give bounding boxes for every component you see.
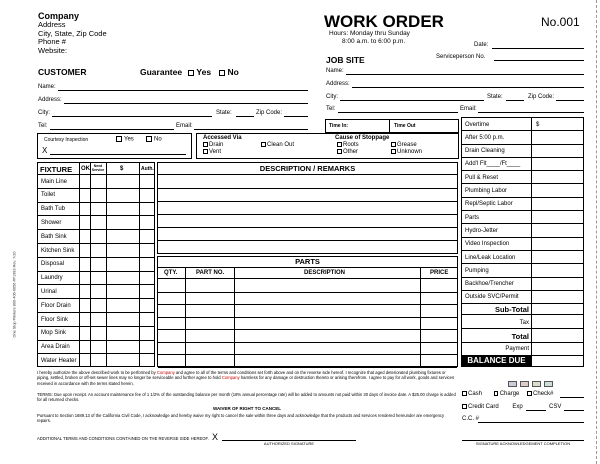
work-order-number: No.001 (541, 15, 580, 29)
jobsite-name-field[interactable] (346, 74, 584, 75)
description-line[interactable] (158, 201, 457, 202)
accessed-title: Accessed Via (203, 135, 242, 141)
jobsite-address-label: Address: (326, 81, 350, 87)
charge-row-label: Video Inspection (465, 241, 510, 248)
company-website: Website: (38, 45, 68, 55)
fixture-row-label: Laundry (41, 275, 63, 282)
payment-row-2 (462, 404, 523, 411)
time-box (325, 119, 459, 133)
check-number-field[interactable] (560, 397, 584, 398)
cash-label: Cash (468, 391, 483, 397)
jobsite-tel-field[interactable] (338, 112, 458, 113)
fixture-row-label: Bath Tub (41, 206, 66, 213)
parts-price-header: PRICE (430, 270, 449, 276)
page-title: WORK ORDER (324, 12, 444, 31)
customer-zip-field[interactable] (284, 116, 308, 117)
guarantee-no-label: No (227, 67, 239, 77)
customer-zip-label: Zip Code: (256, 110, 283, 116)
mastercard-icon (520, 381, 529, 387)
parts-line[interactable] (158, 304, 457, 305)
fixture-row-label: Urinal (41, 288, 57, 295)
balance-due-label: BALANCE DUE (462, 355, 531, 367)
access-vent-checkbox[interactable] (203, 149, 208, 154)
card-logos (508, 374, 556, 392)
customer-address-label: Address: (38, 97, 62, 103)
amex-icon (544, 381, 553, 387)
terms-due: TERMS: Due upon receipt. An account maintenance fee of 1 1/2% of the outstanding balance per month (18% annual percentage rate) will be added to amounts not paid within 30 days of invoice date. A $25.00 charge is added for all returned checks. (37, 392, 456, 403)
parts-line[interactable] (158, 317, 457, 318)
cc-number-label: C.C. # (462, 416, 480, 422)
auth-header: Auth. (141, 166, 154, 172)
fixture-row-label: Mop Sink (41, 330, 67, 337)
jobsite-address-field[interactable] (352, 87, 584, 88)
serviceperson-field[interactable] (494, 60, 584, 61)
acknowledgement-signature-line[interactable] (462, 440, 584, 446)
total-label: Total (511, 332, 529, 341)
customer-tel-label: Tel: (38, 123, 48, 129)
description-box (157, 162, 458, 254)
description-line[interactable] (158, 214, 457, 215)
fixture-row[interactable] (38, 189, 154, 203)
access-stoppage-box (196, 133, 459, 159)
visa-icon (508, 381, 517, 387)
csv-field[interactable] (564, 410, 584, 411)
charge-row-label: After 5:00 p.m. (465, 134, 505, 141)
customer-city-field[interactable] (52, 116, 212, 117)
terms-paragraph (37, 370, 457, 386)
exp-label: Exp (512, 404, 523, 410)
access-vent-label: Vent (209, 149, 222, 155)
credit-card-label: Credit Card (468, 404, 499, 410)
hours-line1: Hours: Monday thru Sunday (329, 30, 410, 37)
cash-checkbox[interactable] (462, 391, 467, 396)
stoppage-roots-label: Roots (343, 142, 359, 148)
jobsite-email-label: Email: (460, 106, 477, 112)
company-block (38, 11, 107, 55)
waiver-text: Pursuant to Section 1689.13 of the California Civil Code, I acknowledge and hereby waive my right to cancel the sale within three days and acknowledge that the products and services rendered hereunder are emergency repairs. (37, 413, 445, 424)
stoppage-unknown-checkbox[interactable] (391, 149, 396, 154)
acknowledgement-label: SIGNATURE ACKNOWLEDGEMENT COMPLETION (475, 441, 571, 446)
waiver-title: WAIVER OF RIGHT TO CANCEL (213, 406, 281, 411)
customer-state-field[interactable] (236, 116, 254, 117)
perforation-edge (596, 0, 597, 464)
charge-row-label: Line/Leak Location (465, 254, 516, 261)
parts-partno-header: PART NO. (196, 270, 225, 276)
access-cleanout-label: Clean Out (267, 142, 295, 148)
subtotal-label: Sub-Total (494, 305, 529, 314)
parts-line[interactable] (158, 329, 457, 330)
fixture-row-label: Toilet (41, 192, 56, 199)
serviceperson-label: Serviceperson No. (436, 54, 486, 60)
parts-qty-header: QTY. (164, 270, 178, 276)
charges-dollar: $ (536, 122, 540, 128)
check-label: Check# (533, 391, 554, 397)
description-line[interactable] (158, 188, 457, 189)
terms-company-2: Company (221, 375, 240, 381)
fixture-table (37, 162, 155, 367)
fixture-row-label: Kitchen Sink (41, 247, 75, 254)
terms-company-1: Company (156, 370, 175, 375)
courtesy-yes (116, 136, 134, 144)
charge-row-label: Overtime (465, 121, 490, 128)
description-line[interactable] (158, 253, 457, 254)
fixture-row-label: Floor Drain (41, 302, 71, 309)
jobsite-tel-label: Tel: (326, 106, 336, 112)
authorized-signature-line[interactable] (222, 440, 356, 446)
exp-field[interactable] (526, 410, 546, 411)
courtesy-no (146, 136, 162, 144)
signature-x: X (212, 432, 219, 442)
parts-box (157, 256, 458, 367)
jobsite-zip-field[interactable] (556, 100, 584, 101)
guarantee-yes-label: Yes (196, 67, 212, 77)
credit-card-checkbox[interactable] (462, 404, 467, 409)
courtesy-no-checkbox[interactable] (146, 136, 152, 142)
charge-row-label: Add'l Flt____/Ft____ (465, 161, 521, 168)
courtesy-no-label: No (154, 136, 162, 143)
side-printer-text: One Stop Printers 800-406-0656 #P1993 Rev. 7/20 (12, 251, 17, 338)
company-city: City, State, Zip Code (38, 28, 107, 38)
charge-checkbox[interactable] (494, 391, 499, 396)
guarantee-label (140, 67, 239, 77)
customer-tel-field[interactable] (50, 129, 174, 130)
jobsite-name-label: Name: (326, 68, 344, 74)
charge-label: Charge (499, 391, 520, 397)
fixture-row-label: Shower (41, 219, 62, 226)
parts-line[interactable] (158, 342, 457, 343)
fixture-row-label: Bath Sink (41, 233, 67, 240)
charge-row-label: Repl/Septic Labor (465, 201, 513, 208)
description-title: DESCRIPTION / REMARKS (158, 163, 457, 175)
charge-row-label: Drain Cleaning (465, 148, 505, 155)
jobsite-zip-label: Zip Code: (528, 94, 555, 100)
payment-label: Payment (505, 346, 529, 352)
access-drain-checkbox[interactable] (203, 142, 208, 147)
stoppage-other-label: Other (343, 149, 359, 155)
company-name: Company (38, 11, 80, 21)
courtesy-x: X (42, 146, 48, 155)
courtesy-yes-checkbox[interactable] (116, 136, 122, 142)
time-out-label: Time Out (394, 123, 416, 129)
description-line[interactable] (158, 240, 457, 241)
stoppage-grease-label: Grease (397, 142, 417, 148)
jobsite-state-label: State: (487, 94, 503, 100)
courtesy-yes-label: Yes (124, 136, 134, 143)
parts-description-header: DESCRIPTION (304, 270, 346, 276)
parts-title: PARTS (158, 257, 457, 268)
charge-row-label: Outside SVC/Permit (465, 294, 519, 301)
jobsite-city-label: City: (326, 94, 338, 100)
stoppage-roots-checkbox[interactable] (337, 142, 342, 147)
terms-text-c: harmless for any damage or destruction thereto or arising therefrom. I agree to pay for all work, goods and services received in accordance with the terms stated herein. (37, 375, 455, 386)
cc-number-field[interactable] (478, 422, 584, 423)
stoppage-grease-checkbox[interactable] (391, 142, 396, 147)
time-in-label: Time In: (329, 123, 349, 129)
description-line[interactable] (158, 227, 457, 228)
additional-terms: ADDITIONAL TERMS AND CONDITIONS CONTAINED ON THE REVERSE SIDE HEREOF. (37, 436, 209, 441)
charge-row-label: Pull & Reset (465, 174, 499, 181)
authorized-signature-label: AUTHORIZED SIGNATURE (263, 441, 315, 446)
date-field[interactable] (492, 48, 584, 49)
fixture-header: FIXTURE (40, 165, 73, 174)
parts-line[interactable] (158, 354, 457, 355)
customer-city-label: City: (38, 110, 50, 116)
date-label: Date: (474, 42, 489, 48)
jobsite-city-field[interactable] (340, 100, 484, 101)
charge-row-label: Pumping (465, 267, 489, 274)
charge-row-label: Plumbing Labor (465, 188, 508, 194)
jobsite-email-field[interactable] (478, 112, 584, 113)
jobsite-state-field[interactable] (506, 100, 524, 101)
fixture-row-label: Area Drain (41, 344, 70, 351)
customer-name-field[interactable] (58, 90, 308, 91)
fixture-row-label: Water Heater (41, 357, 77, 364)
csv-label: CSV (549, 404, 562, 410)
need-service-header: Need Service (91, 164, 105, 172)
charges-box (461, 117, 584, 367)
fixture-row-label: Main Line (41, 178, 68, 185)
customer-email-field[interactable] (194, 129, 308, 130)
stoppage-other-checkbox[interactable] (337, 149, 342, 154)
tax-label: Tax (519, 320, 529, 326)
fixture-row-label: Disposal (41, 261, 65, 268)
parts-line[interactable] (158, 367, 457, 368)
charge-row-label: Parts (465, 214, 480, 221)
guarantee-yes-checkbox[interactable] (188, 70, 194, 76)
discover-icon (532, 381, 541, 387)
price-header: $ (120, 166, 124, 172)
payment-row-1 (462, 391, 553, 398)
customer-email-label: Email: (176, 123, 193, 129)
access-drain-label: Drain (209, 142, 224, 148)
company-phone: Phone # (38, 37, 66, 46)
customer-state-label: State: (216, 110, 232, 116)
company-address: Address (38, 20, 66, 29)
customer-name-label: Name: (38, 84, 56, 90)
stoppage-unknown-label: Unknown (397, 149, 423, 155)
check-checkbox[interactable] (527, 391, 532, 396)
customer-address-field[interactable] (64, 103, 308, 104)
guarantee-no-checkbox[interactable] (219, 70, 225, 76)
terms-text-b: and agree to all of the terms and conditions set forth above and on the reverse side hereof. I recognize that aged deteriorated plumbing fixtures or piping, settled, broken or off-set sewer lines may no longer be serviceable and further agree to hold (37, 370, 446, 381)
ok-header: OK (81, 166, 90, 172)
courtesy-inspection-box (37, 133, 192, 159)
jobsite-title: JOB SITE (326, 55, 365, 65)
charge-row-label: Hydro-Jetter (465, 227, 499, 234)
customer-title: CUSTOMER (38, 67, 87, 77)
hours-line2: 8:00 a.m. to 6:00 p.m. (342, 38, 406, 45)
charge-row[interactable] (462, 211, 583, 224)
stoppage-title: Cause of Stoppage (335, 135, 390, 141)
charge-row-label: Backhoe/Trencher (465, 281, 514, 288)
fixture-row-label: Floor Sink (41, 316, 69, 323)
parts-line[interactable] (158, 292, 457, 293)
courtesy-label: Courtesy Inspection (44, 137, 89, 143)
courtesy-signature-line[interactable] (50, 154, 186, 155)
terms-text-a: I hereby authorize the above described work to be performed by (37, 370, 157, 375)
access-cleanout-checkbox[interactable] (261, 142, 266, 147)
guarantee-text: Guarantee (140, 67, 183, 77)
